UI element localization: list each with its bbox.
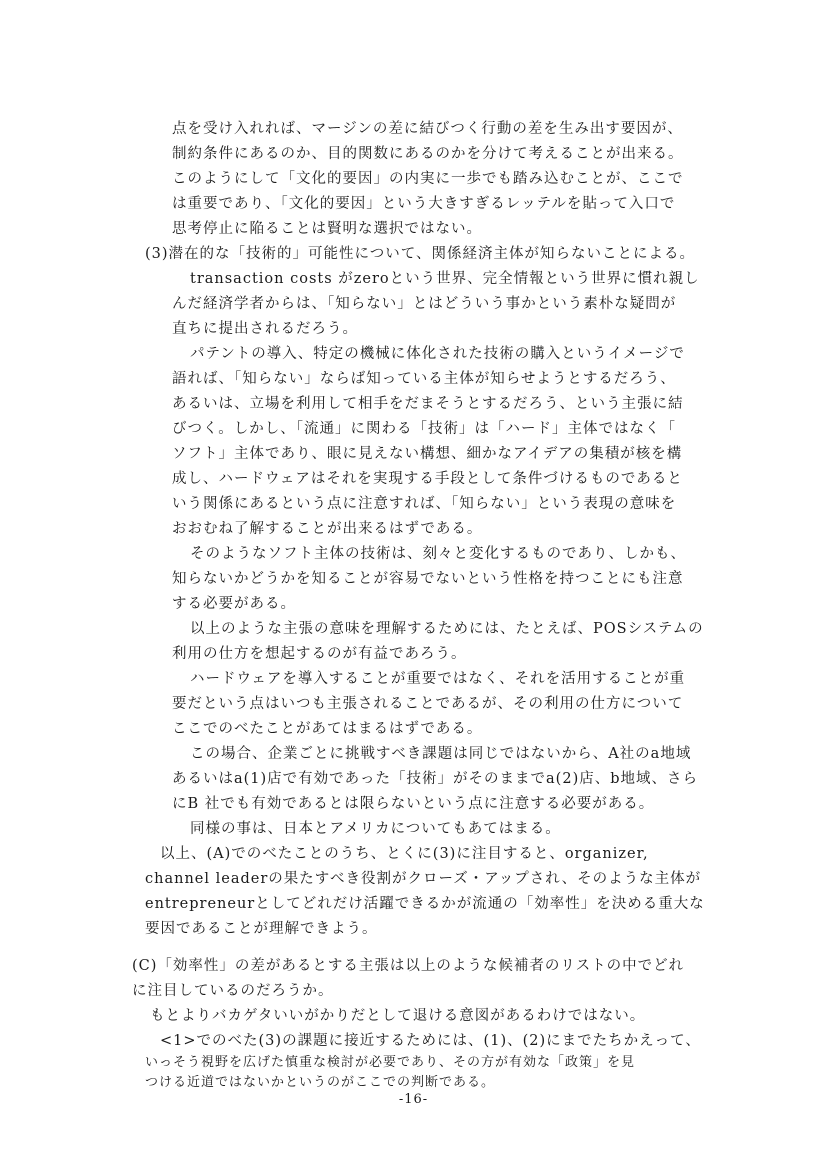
text-line: にB 社でも有効であるとは限らないという点に注意する必要がある。	[172, 796, 655, 812]
text-line: 要だという点はいつも主張されることであるが、その利用の仕方について	[172, 696, 684, 712]
text-line: パテントの導入、特定の機械に体化された技術の購入というイメージで	[190, 346, 685, 362]
text-line: は重要であり、「文化的要因」という大きすぎるレッテルを貼って入口で	[172, 196, 676, 212]
text-line: channel leaderの果たすべき役割がクローズ・アップされ、そのような主体が	[145, 871, 702, 887]
text-line: つける近道ではないかというのがここでの判断である。	[145, 1075, 496, 1090]
text-line: <1>でのべた(3)の課題に接近するためには、(1)、(2)にまでたちかえって、	[160, 1033, 701, 1049]
text-line: 以上、(A)でのべたことのうち、とくに(3)に注目すると、organizer,	[160, 846, 649, 862]
text-line: 同様の事は、日本とアメリカについてもあてはまる。	[190, 821, 561, 837]
text-line: entrepreneurとしてどれだけ活躍できるかが流通の「効率性」を決める重大な	[145, 896, 705, 912]
text-line: このようにして「文化的要因」の内実に一歩でも踏み込むことが、ここで	[172, 171, 684, 187]
text-line: この場合、企業ごとに挑戦すべき課題は同じではないから、A社のa地域	[190, 746, 692, 762]
text-line: 以上のような主張の意味を理解するためには、たとえば、POSシステムの	[190, 621, 704, 637]
text-line: 知らないかどうかを知ることが容易でないという性格を持つことにも注意	[172, 571, 684, 587]
item-3-heading: (3)潜在的な「技術的」可能性について、関係経済主体が知らないことによる。	[145, 246, 695, 262]
text-line: いう関係にあるという点に注意すれば、「知らない」という表現の意味を	[172, 496, 677, 512]
page-number: -16-	[398, 1092, 429, 1107]
text-line: いっそう視野を広げた慎重な検討が必要であり、その方が有効な「政策」を見	[145, 1055, 636, 1070]
text-line: 要因であることが理解できよう。	[145, 921, 378, 937]
text-line: 利用の仕方を想起するのが有益であろう。	[172, 646, 467, 662]
section-c-heading: (C)「効率性」の差があるとする主張は以上のような候補者のリストの中でどれ	[132, 958, 685, 974]
text-line: そのようなソフト主体の技術は、刻々と変化するものであり、しかも、	[190, 546, 686, 562]
text-line: transaction costs がzeroという世界、完全情報という世界に慣れ親し	[190, 271, 700, 287]
text-line: あるいはa(1)店で有効であった「技術」がそのままでa(2)店、b地域、さら	[172, 771, 699, 787]
text-line: もとよりバカゲタいいがかりだとして退ける意図があるわけではない。	[150, 1008, 646, 1024]
text-line: 制約条件にあるのか、目的関数にあるのかを分けて考えることが出来る。	[172, 146, 684, 162]
text-line: あるいは、立場を利用して相手をだまそうとするだろう、という主張に結	[172, 396, 684, 412]
text-line: 直ちに提出されるだろう。	[172, 321, 358, 337]
text-line: 思考停止に陥ることは賢明な選択ではない。	[172, 221, 482, 237]
text-line: に注目しているのだろうか。	[132, 983, 334, 999]
text-line: する必要がある。	[172, 596, 296, 612]
text-line: ハードウェアを導入することが重要ではなく、それを活用することが重	[190, 671, 686, 687]
text-line: 成し、ハードウェアはそれを実現する手段として条件づけるものであると	[172, 471, 683, 487]
text-line: おおむね了解することが出来るはずである。	[172, 521, 483, 537]
text-line: びつく。しかし、「流通」に関わる「技術」は「ハード」主体ではなく「	[172, 421, 676, 437]
text-line: 語れば、「知らない」ならば知っている主体が知らせようとするだろう、	[172, 371, 676, 387]
text-line: んだ経済学者からは、「知らない」とはどういう事かという素朴な疑問が	[172, 296, 677, 312]
text-line: ここでのべたことがあてはまるはずである。	[172, 721, 483, 737]
text-line: 点を受け入れれば、マージンの差に結びつく行動の差を生み出す要因が、	[172, 121, 683, 137]
text-line: ソフト」主体であり、眼に見えない構想、細かなアイデアの集積が核を構	[172, 446, 683, 462]
